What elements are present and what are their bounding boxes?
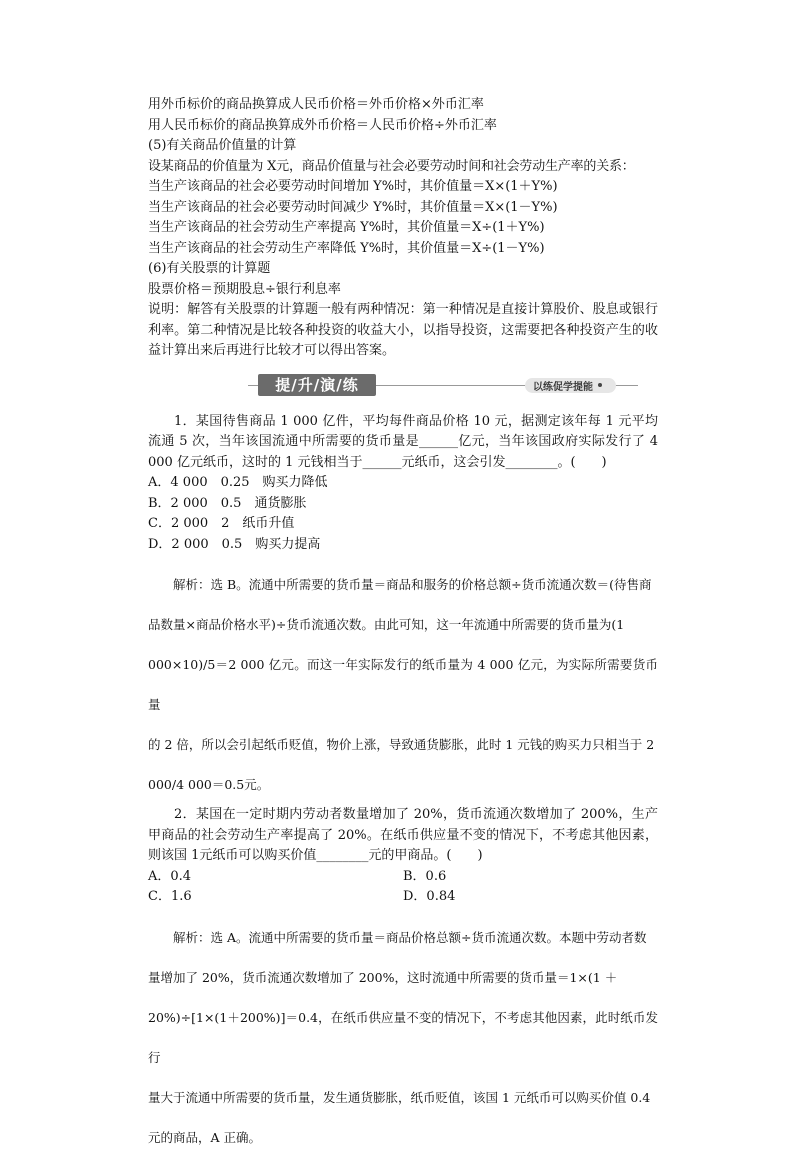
content-area [148,95,658,1158]
text-line: 当生产该商品的社会劳动生产率提高 Y%时，其价值量＝X÷(1＋Y%) [148,220,545,235]
section-banner [148,372,658,400]
text-line: 用外币标价的商品换算成人民币价格＝外币价格×外币汇率 [148,97,484,112]
text-line: (6)有关股票的计算题 [148,261,271,276]
question-1-stem: 1．某国待售商品 1 000 亿件，平均每件商品价格 10 元，据测定该年每 1 元平均流通 5 次，当年该国流通中所需要的货币量是______亿元，当年该国政府实际发行了 4 000 亿元纸币，这时的 1 元钱相当于______元纸币，这会引发________。( ) [148,413,658,470]
question-1-analysis-line: 品数量×商品价格水平)÷货币流通次数。由此可知，这一年流通中所需要的货币量为(1 [148,617,625,632]
question-2-options-row [148,887,658,908]
question-2-analysis-line: 量大于流通中所需要的货币量，发生通货膨胀，纸币贬值，该国 1 元纸币可以购买价值 0.4 [148,1089,651,1105]
question-1-analysis-line: 的 2 倍，所以会引起纸币贬值，物价上涨，导致通货膨胀，此时 1 元钱的购买力只相当于 2 [148,737,655,752]
banner-subtitle-text: 以练促学提能 [533,381,593,393]
text-line: 股票价格＝预期股息÷银行利息率 [148,281,341,297]
question-2-analysis-line: 元的商品，A 正确。 [148,1129,262,1145]
banner-title: 提/升/演/练 [258,374,376,396]
question-1-analysis-line: 000×10)/5＝2 000 亿元。而这一年实际发行的纸币量为 4 000 亿元，为实际所需要货币量 [148,657,658,712]
text-line: 用人民币标价的商品换算成外币价格＝人民币价格÷外币汇率 [148,117,497,133]
text-line: 当生产该商品的社会劳动生产率降低 Y%时，其价值量＝X÷(1－Y%) [148,240,545,256]
banner-subtitle [525,378,616,393]
question-2-analysis-line: 量增加了 20%，货币流通次数增加了 200%，这时流通中所需要的货币量＝1×(1 ＋ [148,969,618,985]
text-line: 设某商品的价值量为 X元，商品价值量与社会必要劳动时间和社会劳动生产率的关系： [148,158,635,174]
question-1-analysis-line: 解析：选 B。流通中所需要的货币量＝商品和服务的价格总额÷货币流通次数＝(待售商 [173,577,652,592]
question-2-stem: 2．某国在一定时期内劳动者数量增加了 20%，货币流通次数增加了 200%，生产甲商品的社会劳动生产率提高了 20%。在纸币供应量不变的情况下，不考虑其他因素，则该国 1元纸币可以购买价值________元的甲商品。( ) [148,807,658,863]
text-line: 当生产该商品的社会必要劳动时间增加 Y%时，其价值量＝X×(1＋Y%) [148,179,558,194]
question-2-option-a: A．0.4 [148,868,192,884]
question-2-option-b: B．0.6 [403,868,447,884]
text-line: (5)有关商品价值量的计算 [148,138,297,153]
question-1-option-c: C．2 000 2 纸币升值 [148,516,295,531]
question-1-analysis-line: 000/4 000＝0.5元。 [148,777,270,792]
question-1-option-b: B．2 000 0.5 通货膨胀 [148,495,307,511]
question-2-options-row [148,867,658,888]
question-1-option-d: D．2 000 0.5 购买力提高 [148,536,321,552]
bullet-icon [598,383,602,387]
note-paragraph: 说明：解答有关股票的计算题一般有两种情况：第一种情况是直接计算股价、股息或银行利率。第二种情况是比较各种投资的收益大小，以指导投资，这需要把各种投资产生的收益计算出来后再进行比较才可以得出答案。 [148,302,658,358]
question-2-option-d: D．0.84 [403,889,456,904]
question-2-analysis-line: 解析：选 A。流通中所需要的货币量＝商品价格总额÷货币流通次数。本题中劳动者数 [173,929,647,945]
question-2-analysis-line: 20%)÷[1×(1＋200%)]＝0.4，在纸币供应量不变的情况下，不考虑其他因素，此时纸币发行 [148,1009,658,1065]
text-line: 当生产该商品的社会必要劳动时间减少 Y%时，其价值量＝X×(1－Y%) [148,199,558,215]
question-1-option-a: A．4 000 0.25 购买力降低 [148,475,328,490]
question-2-option-c: C．1.6 [148,889,192,904]
